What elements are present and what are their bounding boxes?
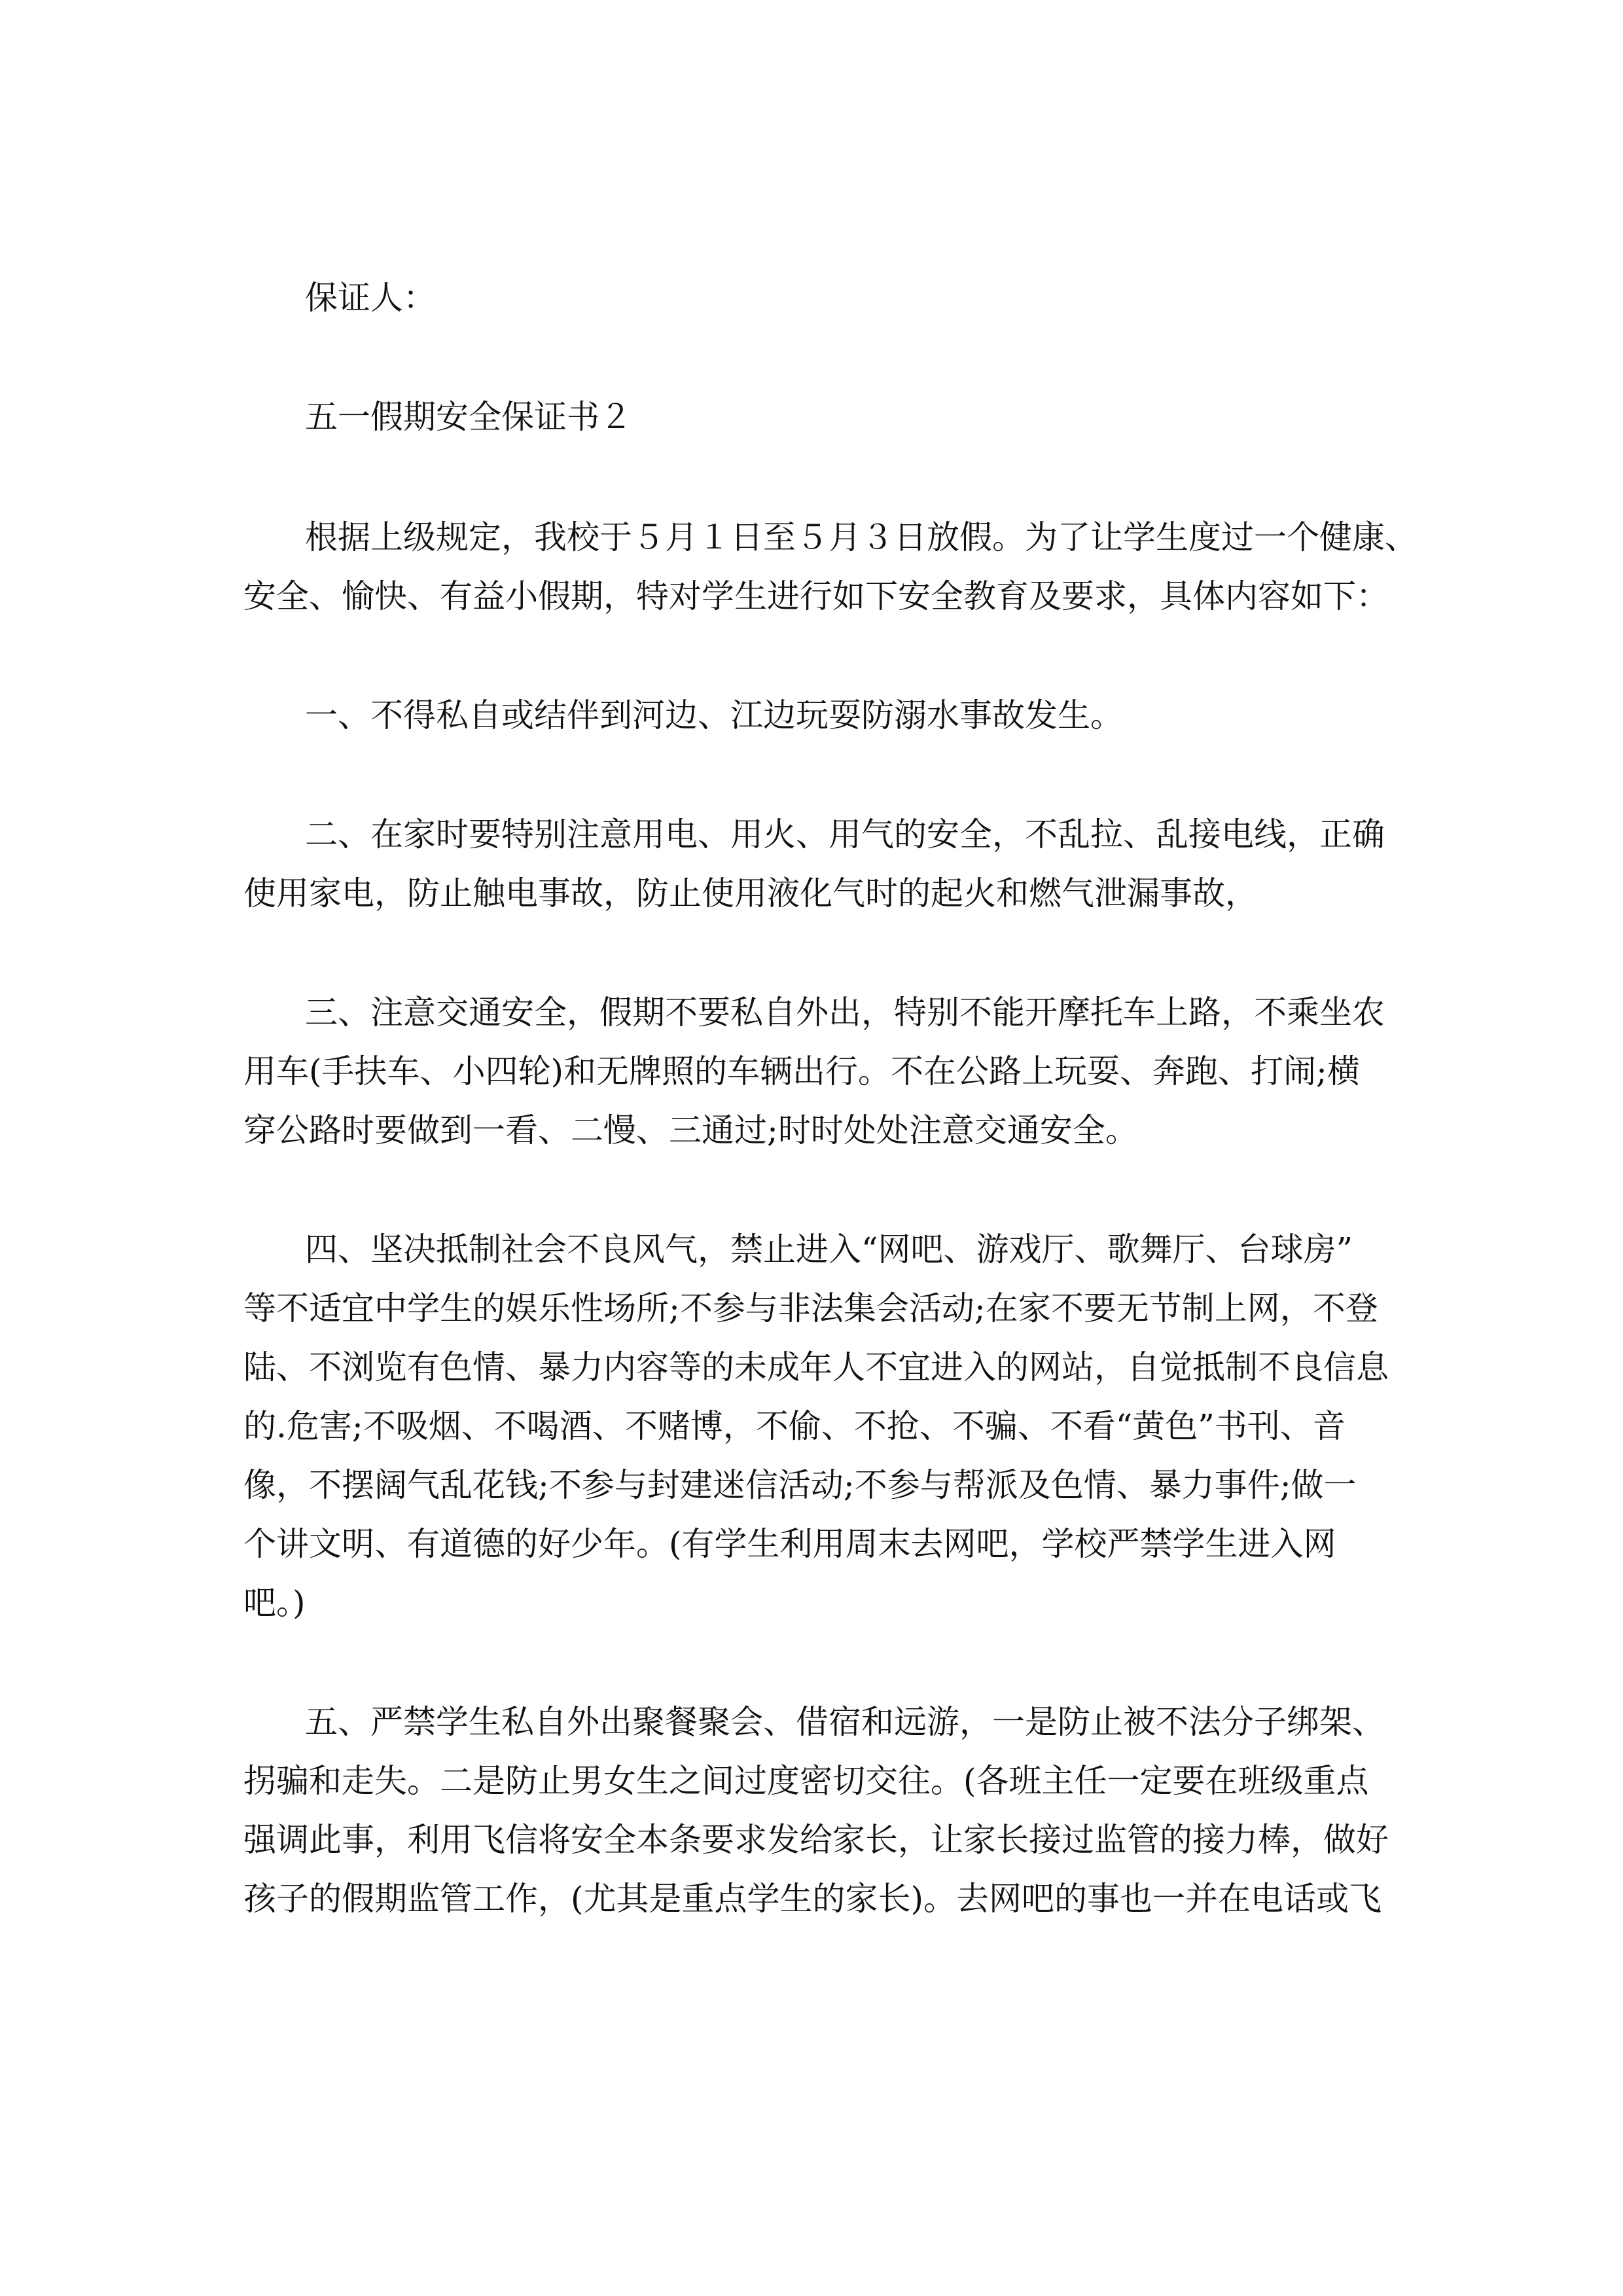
- paragraph-line: 五、严禁学生私自外出聚餐聚会、借宿和远游，一是防止被不法分子绑架、: [305, 1703, 1385, 1741]
- paragraph-line: 陆、不浏览有色情、暴力内容等的未成年人不宜进入的网站，自觉抵制不良信息: [243, 1348, 1389, 1386]
- paragraph-line: 拐骗和走失。二是防止男女生之间过度密切交往。(各班主任一定要在班级重点: [243, 1762, 1369, 1800]
- paragraph-line: 等不适宜中学生的娱乐性场所;不参与非法集会活动;在家不要无节制上网，不登: [243, 1289, 1378, 1327]
- paragraph-line: 个讲文明、有道德的好少年。(有学生利用周末去网吧，学校严禁学生进入网: [243, 1525, 1336, 1563]
- paragraph-line: 孩子的假期监管工作，(尤其是重点学生的家长)。去网吧的事也一并在电话或飞: [243, 1880, 1382, 1918]
- section-title: 五一假期安全保证书２: [305, 398, 632, 436]
- paragraph-line: 吧。): [243, 1584, 306, 1622]
- paragraph-line: 二、在家时要特别注意用电、用火、用气的安全，不乱拉、乱接电线，正确: [305, 816, 1385, 853]
- paragraph-line: 强调此事，利用飞信将安全本条要求发给家长，让家长接过监管的接力棒，做好: [243, 1821, 1389, 1859]
- paragraph-line: 三、注意交通安全，假期不要私自外出，特别不能开摩托车上路，不乘坐农: [305, 994, 1385, 1031]
- paragraph-line: 用车(手扶车、小四轮)和无牌照的车辆出行。不在公路上玩耍、奔跑、打闹;横: [243, 1052, 1360, 1090]
- paragraph-line: 的.危害;不吸烟、不喝酒、不赌博，不偷、不抢、不骗、不看“黄色”书刊、音: [243, 1407, 1346, 1445]
- paragraph-line: 四、坚决抵制社会不良风气，禁止进入“网吧、游戏厅、歌舞厅、台球房”: [305, 1230, 1353, 1268]
- paragraph-line: 根据上级规定，我校于５月１日至５月３日放假。为了让学生度过一个健康、: [305, 518, 1418, 556]
- paragraph-line: 使用家电，防止触电事故，防止使用液化气时的起火和燃气泄漏事故，: [243, 874, 1258, 912]
- guarantor-label: 保证人：: [305, 279, 436, 317]
- paragraph-line: 像，不摆阔气乱花钱;不参与封建迷信活动;不参与帮派及色情、暴力事件;做一: [243, 1466, 1357, 1504]
- paragraph-line: 穿公路时要做到一看、二慢、三通过;时时处处注意交通安全。: [243, 1111, 1138, 1149]
- paragraph-line: 一、不得私自或结伴到河边、江边玩耍防溺水事故发生。: [305, 696, 1123, 734]
- paragraph-line: 安全、愉快、有益小假期，特对学生进行如下安全教育及要求，具体内容如下：: [243, 577, 1389, 615]
